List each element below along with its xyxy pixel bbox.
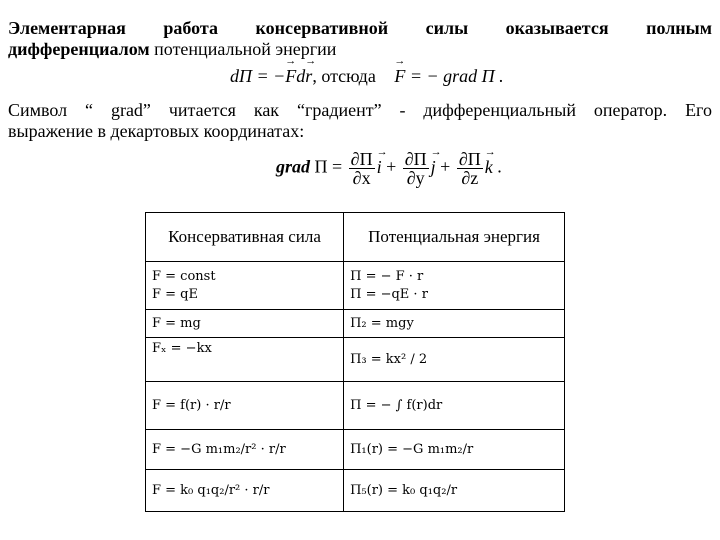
formula1-r: → r xyxy=(305,66,312,87)
table-row xyxy=(146,470,565,512)
energy-electric: П = −qE · r xyxy=(350,286,428,302)
unit-k: → k xyxy=(485,157,493,178)
energy-const: П = − F · r xyxy=(350,268,424,284)
force-cell: Fₓ = −kx xyxy=(146,338,344,382)
formula1-sep: , отсюда xyxy=(312,66,376,86)
formula1-F: → F xyxy=(285,66,296,87)
frac-dx-num: ∂П xyxy=(350,149,373,169)
frac-dy-num: ∂П xyxy=(404,149,427,169)
frac-dy-den: ∂y xyxy=(406,168,425,188)
symbol-line-2: выражение в декартовых координатах: xyxy=(8,121,305,141)
table-row xyxy=(146,262,565,310)
formula2-grad: grad xyxy=(276,156,311,177)
formula2-end: . xyxy=(492,156,502,177)
potentials-table xyxy=(145,212,565,512)
table-header-row xyxy=(146,213,565,262)
energy-cell xyxy=(344,262,565,310)
table-row xyxy=(146,310,565,338)
intro-bold-term: дифференциалом xyxy=(8,39,150,59)
table-row xyxy=(146,338,565,382)
formula1-Fvec: → F xyxy=(394,66,405,87)
force-const: F = const xyxy=(152,268,216,284)
force-cell: F = k₀ q₁q₂/r² · r/r xyxy=(146,470,344,512)
table-row xyxy=(146,382,565,430)
frac-dz-num: ∂П xyxy=(458,149,481,169)
header-energy: Потенциальная энергия xyxy=(344,213,565,262)
frac-dz xyxy=(457,150,483,187)
formula2-eq: = xyxy=(327,156,347,177)
formula1-lhs: dП = − xyxy=(230,66,286,86)
formula-work-differential xyxy=(230,66,504,87)
frac-dy xyxy=(403,150,429,187)
energy-cell: П₂ = mgy xyxy=(344,310,565,338)
force-cell: F = −G m₁m₂/r² · r/r xyxy=(146,430,344,470)
energy-cell: П₃ = kx² / 2 xyxy=(344,338,565,382)
energy-cell: П₁(r) = −G m₁m₂/r xyxy=(344,430,565,470)
formula-gradient xyxy=(276,150,502,187)
energy-cell: П₅(r) = k₀ q₁q₂/r xyxy=(344,470,565,512)
force-electric: F = qE xyxy=(152,286,198,302)
force-cell xyxy=(146,262,344,310)
frac-dz-den: ∂z xyxy=(461,168,479,188)
formula1-rhs: = − grad П . xyxy=(405,66,504,86)
intro-rest: потенциальной энергии xyxy=(149,39,337,59)
formula2-pi: П xyxy=(314,156,328,177)
force-cell: F = f(r) · r/r xyxy=(146,382,344,430)
intro-line-1: Элементарная работа консервативной силы оказывается полным xyxy=(8,18,712,38)
plus-1: + xyxy=(381,156,401,177)
intro-line-2 xyxy=(8,39,712,60)
table-row xyxy=(146,430,565,470)
frac-dx-den: ∂x xyxy=(352,168,371,188)
formula1-d: d xyxy=(296,66,306,86)
energy-cell: П = − ∫ f(r)dr xyxy=(344,382,565,430)
unit-i: → i xyxy=(377,157,382,178)
symbol-line-1: Символ “ grad” читается как “градиент” - дифференциальный оператор. Его xyxy=(8,100,712,120)
frac-dx xyxy=(349,150,375,187)
unit-j: → j xyxy=(431,157,436,178)
header-force: Консервативная сила xyxy=(146,213,344,262)
force-cell: F = mg xyxy=(146,310,344,338)
plus-2: + xyxy=(435,156,455,177)
